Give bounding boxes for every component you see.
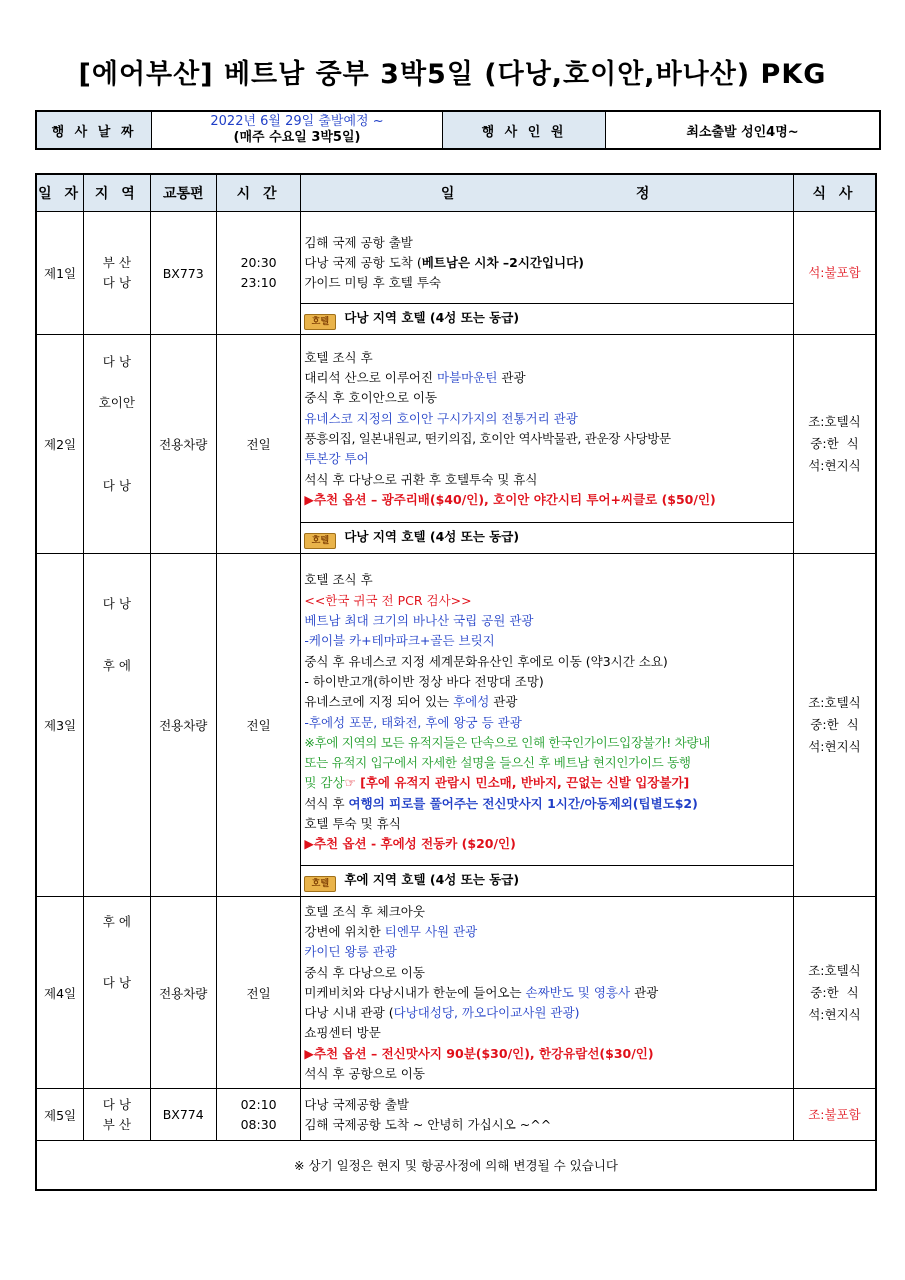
day2-label: 제2일 [36, 335, 84, 554]
itinerary-line: <<한국 귀국 전 PCR 검사>> [304, 592, 472, 608]
day3-region-2: 후 에 [102, 658, 131, 673]
footer-note: ※ 상기 일정은 현지 및 항공사정에 의해 변경될 수 있습니다 [36, 1141, 876, 1191]
itinerary-line: 석식 후 다낭으로 귀환 후 호텔투숙 및 휴식 [304, 471, 538, 487]
day5-itinerary [301, 1089, 794, 1141]
header-time: 시 간 [216, 174, 301, 212]
day5-time [216, 1089, 301, 1141]
day5-region [84, 1089, 151, 1141]
day5-transport: BX774 [150, 1089, 216, 1141]
day1-region-1: 부 산 [102, 255, 131, 270]
day3-hotel: 호텔 후에 지역 호텔 (4성 또는 동급) [301, 866, 794, 897]
option-line: ▶추천 옵션 – 전신맛사지 90분($30/인), 한강유람선($30/인) [304, 1045, 654, 1061]
itinerary-line: 유네스코 지정의 호이안 구시가지의 전통거리 관광 [304, 410, 578, 426]
day1-time-2: 23:10 [240, 275, 277, 290]
day4-itinerary [301, 897, 794, 1089]
itinerary-line: 쇼핑센터 방문 [304, 1025, 381, 1041]
meal-item: 조:호텔식 [808, 695, 861, 710]
header-row [36, 174, 876, 212]
meal-item: 석:현지식 [808, 1006, 861, 1022]
day2-region-1: 다 낭 [102, 354, 131, 369]
people-value: 최소출발 성인4명~ [606, 111, 881, 149]
day4-time: 전일 [216, 897, 301, 1089]
day3-label: 제3일 [36, 554, 84, 897]
day3-time: 전일 [216, 554, 301, 897]
day2-row [36, 335, 876, 523]
itinerary-line: 중식 후 다낭으로 이동 [304, 964, 425, 980]
footer-row [36, 1141, 876, 1191]
day4-meals [793, 897, 876, 1089]
itinerary-line: 미케비치와 다낭시내가 한눈에 들어오는 손짜반도 및 영흥사 관광 [304, 984, 659, 1000]
itinerary-line: 또는 유적지 입구에서 자세한 설명을 들으신 후 베트남 현지인가이드 동행 [304, 755, 691, 771]
hotel-icon: 호텔 [304, 314, 336, 330]
hotel-icon: 호텔 [304, 533, 336, 549]
day3-region [84, 554, 151, 897]
day1-itinerary [301, 212, 794, 304]
day2-transport: 전용차량 [150, 335, 216, 554]
option-line: ▶추천 옵션 – 광주리배($40/인), 호이안 야간시티 투어+씨클로 ($50/인) [304, 491, 716, 507]
day2-region-2: 호이안 [98, 395, 135, 410]
itinerary-line: 가이드 미팅 후 호텔 투숙 [304, 275, 442, 291]
day3-region-1: 다 낭 [102, 596, 131, 611]
day2-hotel: 호텔 다낭 지역 호텔 (4성 또는 동급) [301, 523, 794, 554]
header-region: 지 역 [84, 174, 151, 212]
header-transport: 교통편 [150, 174, 216, 212]
day1-time [216, 212, 301, 335]
itinerary-line: 투본강 투어 [304, 451, 369, 467]
meal-item: 중:한 식 [810, 984, 859, 1000]
itinerary-line: 석식 후 공항으로 이동 [304, 1066, 425, 1082]
day1-transport: BX773 [150, 212, 216, 335]
itinerary-line: 베트남 최대 크기의 바나산 국립 공원 관광 [304, 613, 534, 629]
meal-item: 석:현지식 [808, 458, 861, 473]
day2-itinerary [301, 335, 794, 523]
day5-meals [793, 1089, 876, 1141]
date-line2: (매주 수요일 3박5일) [233, 130, 361, 145]
day1-time-1: 20:30 [240, 255, 277, 270]
header-day: 일 자 [36, 174, 84, 212]
day1-label: 제1일 [36, 212, 84, 335]
itinerary-line: -후에성 포문, 태화전, 후에 왕궁 등 관광 [304, 714, 522, 730]
day1-region-2: 다 낭 [102, 275, 131, 290]
itinerary-line: 김해 국제공항 도착 ~ 안녕히 가십시오 ~^^ [304, 1117, 552, 1132]
day5-region-1: 다 낭 [102, 1096, 131, 1112]
day1-region [84, 212, 151, 335]
day3-transport: 전용차량 [150, 554, 216, 897]
day5-region-2: 부 산 [102, 1116, 131, 1132]
itinerary-line: 호텔 조식 후 체크아웃 [304, 903, 425, 919]
day1-row [36, 212, 876, 304]
day4-transport: 전용차량 [150, 897, 216, 1089]
meal-item: 조:호텔식 [808, 414, 861, 429]
day4-row [36, 897, 876, 1089]
date-line1: 2022년 6월 29일 출발예정 ~ [210, 114, 384, 129]
day5-time-1: 02:10 [240, 1096, 277, 1112]
day5-time-2: 08:30 [240, 1116, 277, 1132]
day5-row [36, 1089, 876, 1141]
itinerary-line: 다낭 국제 공항 도착 (베트남은 시차 –2시간입니다) [304, 254, 584, 270]
day3-itinerary [301, 554, 794, 866]
meal-item: 중:한 식 [810, 717, 859, 732]
itinerary-line: 대리석 산으로 이루어진 마블마운틴 관광 [304, 370, 526, 386]
itinerary-line: ※후에 지역의 모든 유적지들은 단속으로 인해 한국인가이드입장불가! 차량내 [304, 734, 710, 750]
day3-meals [793, 554, 876, 897]
meal-item: 조:불포함 [808, 1106, 861, 1122]
day5-label: 제5일 [36, 1089, 84, 1141]
day1-hotel: 호텔 다낭 지역 호텔 (4성 또는 동급) [301, 304, 794, 335]
people-label: 행 사 인 원 [443, 111, 606, 149]
header-meal: 식 사 [793, 174, 876, 212]
itinerary-line: -케이블 카+테마파크+골든 브릿지 [304, 633, 495, 649]
day2-meals [793, 335, 876, 554]
itinerary-line: 호텔 조식 후 [304, 572, 373, 588]
itinerary-line: 김해 국제 공항 출발 [304, 234, 413, 250]
day2-time: 전일 [216, 335, 301, 554]
page-title: [에어부산] 베트남 중부 3박5일 (다낭,호이안,바나산) PKG [78, 59, 827, 90]
meal-item: 조:호텔식 [808, 962, 861, 978]
itinerary-line: 다낭 시내 관광 (다낭대성당, 까오다이교사원 관광) [304, 1005, 580, 1021]
day1-meals [793, 212, 876, 335]
itinerary-line: 중식 후 호이안으로 이동 [304, 390, 438, 406]
hotel-icon: 호텔 [304, 876, 336, 892]
day4-region-2: 다 낭 [102, 975, 131, 990]
day4-region [84, 897, 151, 1089]
itinerary-line: 중식 후 유네스코 지정 세계문화유산인 후에로 이동 (약3시간 소요) [304, 653, 668, 669]
itinerary-line: - 하이반고개(하이반 정상 바다 전망대 조망) [304, 673, 544, 689]
schedule-table [35, 173, 877, 1191]
day2-region [84, 335, 151, 554]
itinerary-line: 호텔 조식 후 [304, 349, 373, 365]
itinerary-line: 카이딘 왕릉 관광 [304, 944, 397, 960]
day3-row [36, 554, 876, 866]
option-line: ▶추천 옵션 - 후에성 전동카 ($20/인) [304, 836, 516, 852]
meal-item: 중:한 식 [810, 436, 859, 451]
itinerary-line: 유네스코에 지정 되어 있는 후에성 관광 [304, 694, 518, 710]
itinerary-line: 다낭 국제공항 출발 [304, 1096, 409, 1112]
day4-region-1: 후 에 [102, 914, 131, 929]
itinerary-line: 강변에 위치한 티엔무 사원 관광 [304, 923, 478, 939]
day4-label: 제4일 [36, 897, 84, 1089]
itinerary-line: 석식 후 여행의 피로를 풀어주는 전신맛사지 1시간/아동제외(팁별도$2) [304, 795, 698, 811]
meal-item: 석:불포함 [808, 265, 861, 280]
day2-region-3: 다 낭 [102, 478, 131, 493]
itinerary-line: 풍흥의집, 일본내원교, 떤키의집, 호이안 역사박물관, 관운장 사당방문 [304, 431, 671, 446]
info-table [35, 110, 881, 150]
itinerary-line: 및 감상☞ [후에 유적지 관람시 민소매, 반바지, 끈없는 신발 입장불가] [304, 775, 690, 791]
header-itinerary: 일 정 [301, 174, 794, 212]
itinerary-line: 호텔 투숙 및 휴식 [304, 815, 401, 831]
date-value [152, 111, 443, 149]
date-label: 행 사 날 짜 [36, 111, 152, 149]
meal-item: 석:현지식 [808, 739, 861, 754]
